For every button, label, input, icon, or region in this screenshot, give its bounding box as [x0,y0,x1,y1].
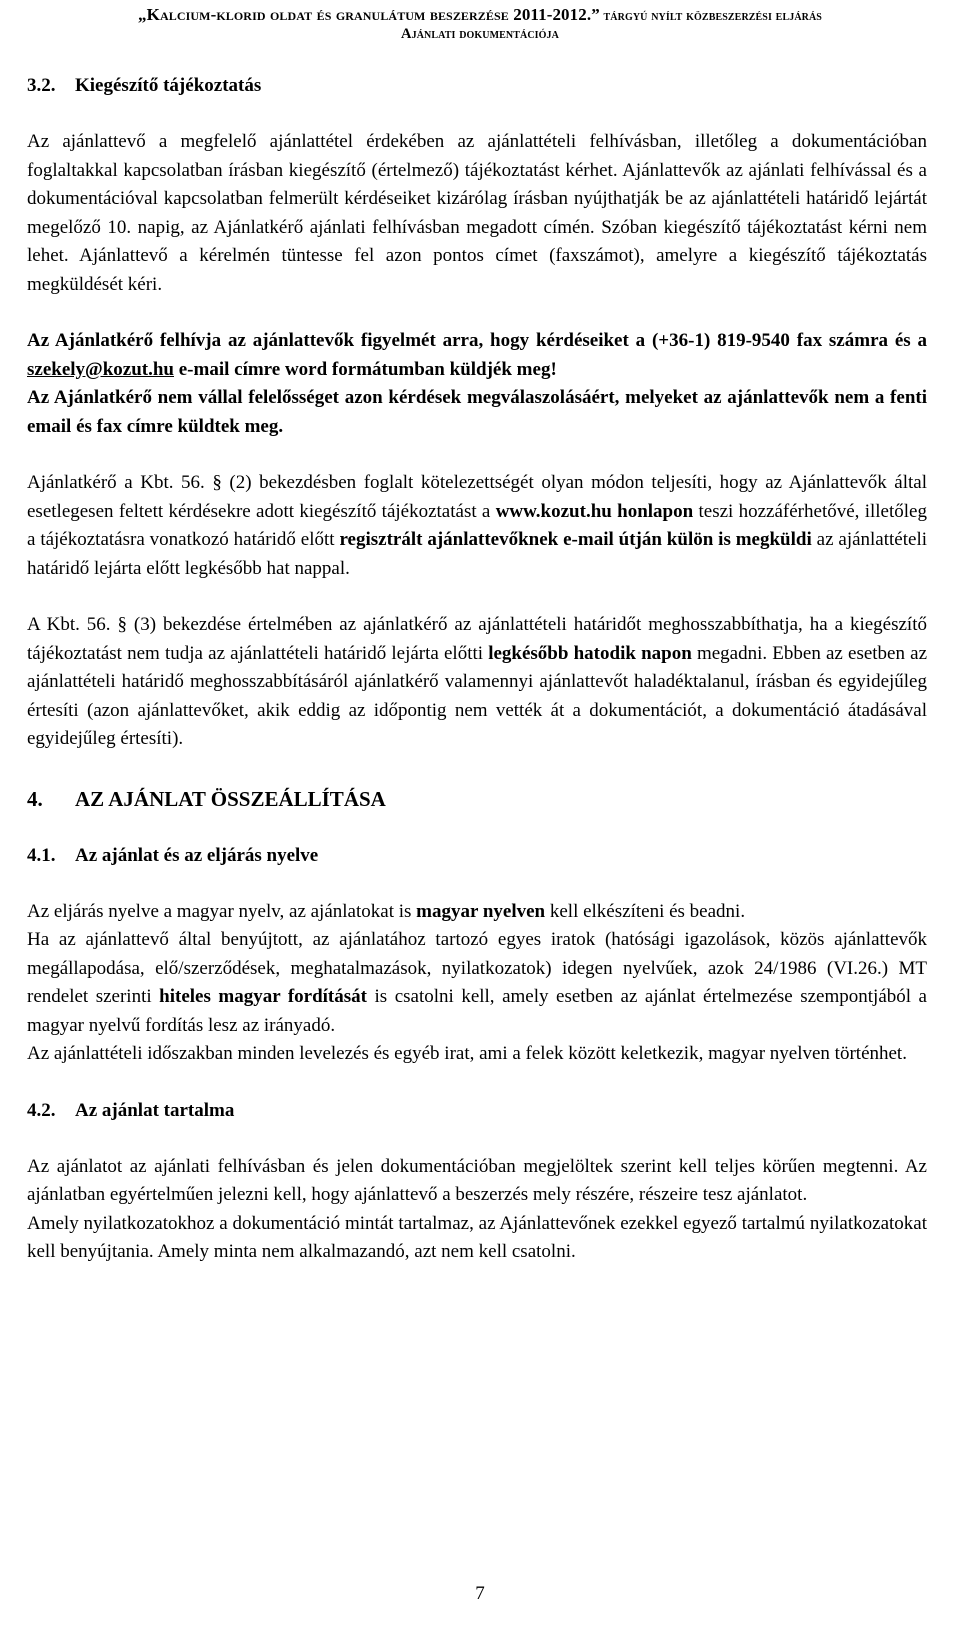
header-line-2: Ajánlati dokumentációja [401,26,559,42]
running-header [0,6,960,43]
section-4-1-heading [27,842,927,870]
paragraph: Ha az ajánlattevő által benyújtott, az ajánlatához tartozó egyes iratok (hatósági igazolások, közös ajánlattevők megállapodása, elő/szerződések, meghatalmazások, nyilatkozatok) idegen nyelvűek, azok 24/1986 (VI.26.) MT rendelet szerinti hiteles magyar fordítását is csatolni kell, amely esetben az ajánlat értelmezése szempontjából a magyar nyelvű fordítás lesz az irányadó. [27,929,927,1036]
paragraph: A Kbt. 56. § (3) bekezdése értelmében az ajánlatkérő az ajánlattételi határidőt meghosszabbíthatja, ha a kiegészítő tájékoztatást nem tudja az ajánlattételi határidő lejárta előtti legkésőbb hatodik napon megadni. Ebben az esetben az ajánlattételi határidő meghosszabbításáról ajánlatkérő valamennyi ajánlattevőt haladéktalanul, írásban és egyidejűleg értesíti (azon ajánlattevőket, akik eddig az időpontig nem vették át a dokumentációt, a dokumentáció átadásával egyidejűleg értesíti). [27,614,928,749]
header-line-1: „Kalcium-klorid oldat és granulátum beszerzése 2011-2012.” tárgyú nyílt közbeszerzési eljárás [138,5,822,24]
section-number: 4. [27,786,43,811]
section-number: 4.2. [27,1099,56,1121]
paragraph: Az ajánlattevő a megfelelő ajánlattétel érdekében az ajánlattételi felhívásban, illetőleg a dokumentációban foglaltakkal kapcsolatban írásban kiegészítő (értelmező) tájékoztatást kérhet. Ajánlattevők az ajánlati felhívással és a dokumentációval kapcsolatban felmerült kérdéseiket kizárólag írásban nyújthatják be az ajánlattételi határidő lejártát megelőző 10. napig, az Ajánlatkérő ajánlati felhívásban megadott címén. Szóban kiegészítő tájékoztatást kérni nem lehet. Ajánlattevő a kérelmén tüntesse fel azon pontos címet (faxszámot), amelyre a kiegészítő tájékoztatás megküldését kéri. [27,131,927,295]
section-number: 4.1. [27,844,56,866]
section-title: Kiegészítő tájékoztatás [75,75,262,96]
section-4-2-heading [27,1097,927,1125]
header-procedure: tárgyú nyílt közbeszerzési eljárás [599,8,822,24]
paragraph: Ajánlatkérő a Kbt. 56. § (2) bekezdésben foglalt kötelezettségét olyan módon teljesíti, hogy az Ajánlattevők által esetlegesen feltett kérdésekre adott kiegészítő tájékoztatást a www.kozut.hu honlapon teszi hozzáférhetővé, illetőleg a tájékoztatásra vonatkozó határidő előtt regisztrált ajánlattevőknek e-mail útján külön is megküldi az ajánlattételi határidő lejárta előtt legkésőbb hat nappal. [27,472,927,579]
section-number: 3.2. [27,75,56,96]
paragraph: Amely nyilatkozatokhoz a dokumentáció mintát tartalmaz, az Ajánlattevőnek ezekkel egyező tartalmú nyilatkozatokat kell benyújtania. Amely minta nem alkalmazandó, azt nem kell csatolni. [27,1212,927,1262]
section-title: Az ajánlat és az eljárás nyelve [75,844,319,866]
page-number: 7 [475,1583,485,1604]
email-link[interactable]: szekely@kozut.hu [27,358,174,380]
website-link[interactable]: www.kozut.hu honlapon [495,500,694,522]
section-3-2-heading [27,72,927,100]
section-title: Az ajánlat tartalma [75,1099,235,1121]
section-title: AZ AJÁNLAT ÖSSZEÁLLÍTÁSA [75,786,386,811]
header-title: Kalcium-klorid oldat és granulátum beszerzése 2011-2012.” [146,5,600,24]
paragraph-bold: Az Ajánlatkérő felhívja az ajánlattevők figyelmét arra, hogy kérdéseiket a (+36-1) 819-9540 fax számra és a szekely@kozut.hu e-mail címre word formátumban küldjék meg! Az Ajánlatkérő nem vállal felelősséget azon kérdések megválaszolásáért, melyeket az ajánlattevők nem a fenti email és fax címre küldtek meg. [27,330,927,437]
paragraph: Az ajánlatot az ajánlati felhívásban és jelen dokumentációban megjelöltek szerint kell teljes körűen megtenni. Az ajánlatban egyértelműen jelezni kell, hogy ajánlattevő a beszerzés mely részére, részeire tesz ajánlatot. [27,1155,927,1205]
paragraph: Az eljárás nyelve a magyar nyelv, az ajánlatokat is magyar nyelven kell elkészíteni és beadni. [27,900,746,922]
section-4-heading [27,784,927,814]
document-body [27,72,927,1267]
paragraph: Az ajánlattételi időszakban minden levelezés és egyéb irat, ami a felek között keletkezik, magyar nyelven történhet. [27,1043,907,1064]
